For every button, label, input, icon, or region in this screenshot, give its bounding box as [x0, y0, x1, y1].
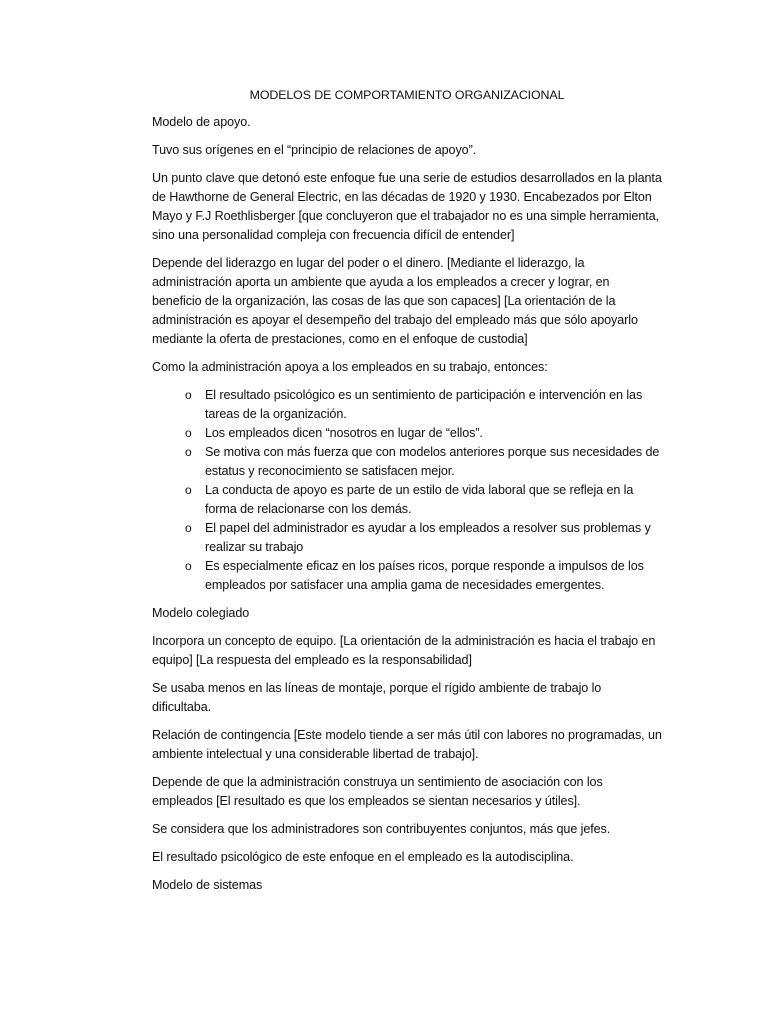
section-heading-modelo-colegiado: Modelo colegiado: [152, 606, 250, 620]
list-item: [152, 557, 662, 595]
list-item-text: Se motiva con más fuerza que con modelos anteriores porque sus necesidades de estatus y reconocimiento se satisfacen mejor.: [205, 445, 660, 478]
bullet-marker: o: [185, 521, 192, 535]
list-item: [152, 481, 662, 519]
list-item-text: Es especialmente eficaz en los países ricos, porque responde a impulsos de los empleados por satisfacer una amplia gama de necesidades emergentes.: [205, 559, 644, 592]
bullet-marker: o: [185, 559, 192, 573]
paragraph: Incorpora un concepto de equipo. [La orientación de la administración es hacia el trabajo en equipo] [La respuesta del empleado es la responsabilidad]: [152, 634, 656, 667]
paragraph: Depende del liderazgo en lugar del poder o el dinero. [Mediante el liderazgo, la administración aporta un ambiente que ayuda a los empleados a crecer y lograr, en beneficio de la organización, las cosas de las que son capaces] [La orientación de la administración es apoyar el desempeño del trabajo del empleado más que sólo apoyarlo mediante la oferta de prestaciones, como en el enfoque de custodia]: [152, 256, 638, 346]
paragraph: Como la administración apoya a los empleados en su trabajo, entonces:: [152, 360, 548, 374]
list-item: [152, 424, 662, 443]
list-item: [152, 443, 662, 481]
bullet-list: [152, 386, 662, 595]
document-title: MODELOS DE COMPORTAMIENTO ORGANIZACIONAL: [249, 88, 565, 102]
paragraph: El resultado psicológico de este enfoque en el empleado es la autodisciplina.: [152, 850, 574, 864]
paragraph: Se considera que los administradores son contribuyentes conjuntos, más que jefes.: [152, 822, 611, 836]
section-heading-modelo-de-sistemas: Modelo de sistemas: [152, 878, 263, 892]
list-item: [152, 519, 662, 557]
list-item-text: La conducta de apoyo es parte de un estilo de vida laboral que se refleja en la forma de relacionarse con los demás.: [205, 483, 634, 516]
bullet-marker: o: [185, 388, 192, 402]
document-body: [152, 86, 662, 904]
paragraph: Relación de contingencia [Este modelo tiende a ser más útil con labores no programadas, un ambiente intelectual y una considerable libertad de trabajo].: [152, 728, 662, 761]
section-heading-modelo-de-apoyo: Modelo de apoyo.: [152, 115, 251, 129]
paragraph: Tuvo sus orígenes en el “principio de relaciones de apoyo”.: [152, 143, 477, 157]
paragraph: Depende de que la administración construya un sentimiento de asociación con los empleados [El resultado es que los empleados se sientan necesarios y útiles].: [152, 775, 603, 808]
bullet-marker: o: [185, 483, 192, 497]
bullet-marker: o: [185, 426, 192, 440]
paragraph: Un punto clave que detonó este enfoque fue una serie de estudios desarrollados en la planta de Hawthorne de General Electric, en las décadas de 1920 y 1930. Encabezados por Elton Mayo y F.J Roethlisberger [que concluyeron que el trabajador no es una simple herramienta, sino una personalidad compleja con frecuencia difícil de entender]: [152, 171, 662, 242]
list-item-text: El papel del administrador es ayudar a los empleados a resolver sus problemas y realizar su trabajo: [205, 521, 651, 554]
list-item-text: El resultado psicológico es un sentimiento de participación e intervención en las tareas de la organización.: [205, 388, 643, 421]
bullet-marker: o: [185, 445, 192, 459]
list-item: [152, 386, 662, 424]
paragraph: Se usaba menos en las líneas de montaje, porque el rígido ambiente de trabajo lo dificultaba.: [152, 681, 602, 714]
list-item-text: Los empleados dicen “nosotros en lugar de “ellos”.: [205, 426, 483, 440]
